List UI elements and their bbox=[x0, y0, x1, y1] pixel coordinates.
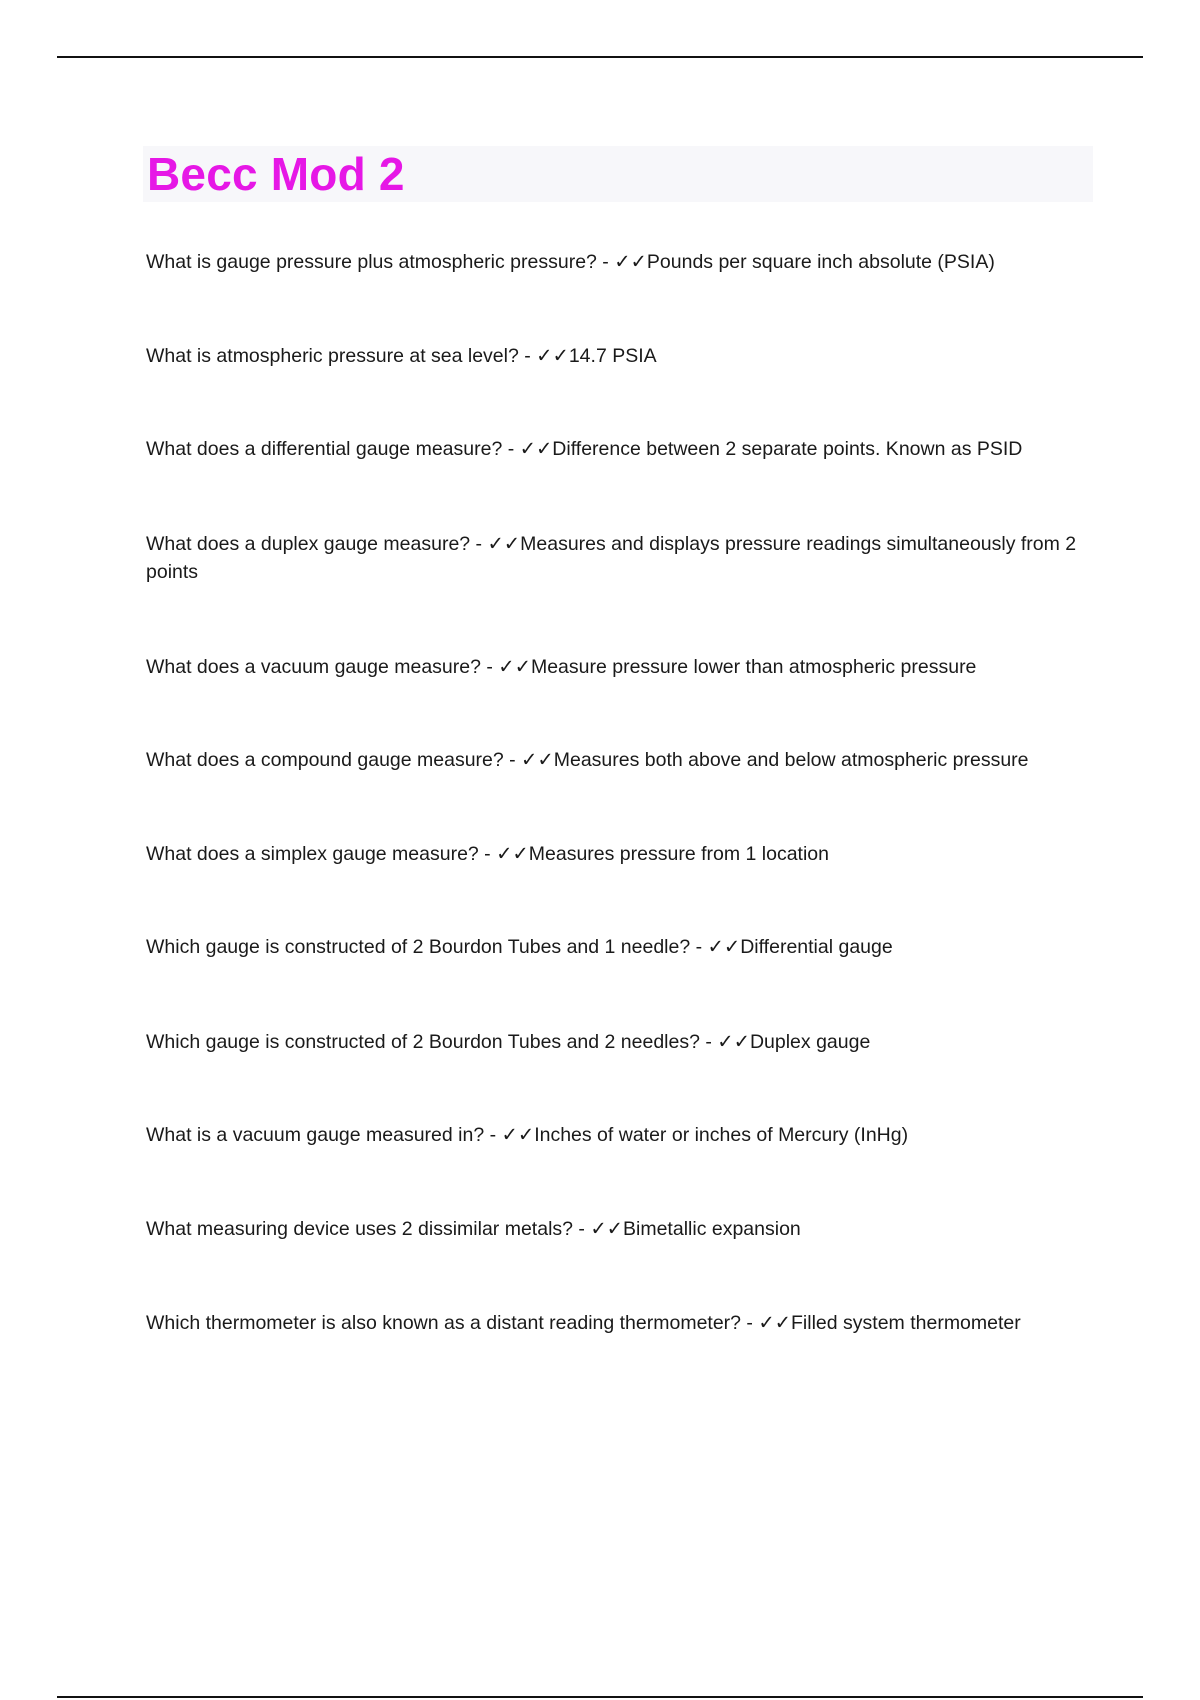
header-rule bbox=[57, 56, 1143, 58]
qa-item-5: What does a vacuum gauge measure? - ✓✓Measure pressure lower than atmospheric pressure bbox=[146, 656, 977, 678]
qa-item-6: What does a compound gauge measure? - ✓✓Measures both above and below atmospheric pressure bbox=[146, 749, 1029, 771]
qa-item-11: What measuring device uses 2 dissimilar metals? - ✓✓Bimetallic expansion bbox=[146, 1218, 801, 1240]
page-title: Becc Mod 2 bbox=[147, 148, 405, 200]
footer-rule bbox=[57, 1696, 1143, 1698]
qa-item-3: What does a differential gauge measure? - ✓✓Difference between 2 separate points. Known as PSID bbox=[146, 438, 1023, 460]
qa-item-8: Which gauge is constructed of 2 Bourdon Tubes and 1 needle? - ✓✓Differential gauge bbox=[146, 936, 893, 958]
qa-item-9: Which gauge is constructed of 2 Bourdon Tubes and 2 needles? - ✓✓Duplex gauge bbox=[146, 1031, 871, 1053]
qa-item-10: What is a vacuum gauge measured in? - ✓✓Inches of water or inches of Mercury (InHg) bbox=[146, 1124, 909, 1146]
qa-item-4: What does a duplex gauge measure? - ✓✓Measures and displays pressure readings simultaneously from 2 points bbox=[146, 533, 1077, 583]
qa-item-2: What is atmospheric pressure at sea level? - ✓✓14.7 PSIA bbox=[146, 345, 657, 367]
qa-item-7: What does a simplex gauge measure? - ✓✓Measures pressure from 1 location bbox=[146, 843, 829, 865]
qa-item-12: Which thermometer is also known as a distant reading thermometer? - ✓✓Filled system thermometer bbox=[146, 1312, 1021, 1334]
title-banner bbox=[143, 146, 1093, 202]
qa-item-1: What is gauge pressure plus atmospheric pressure? - ✓✓Pounds per square inch absolute (PSIA) bbox=[146, 251, 995, 273]
